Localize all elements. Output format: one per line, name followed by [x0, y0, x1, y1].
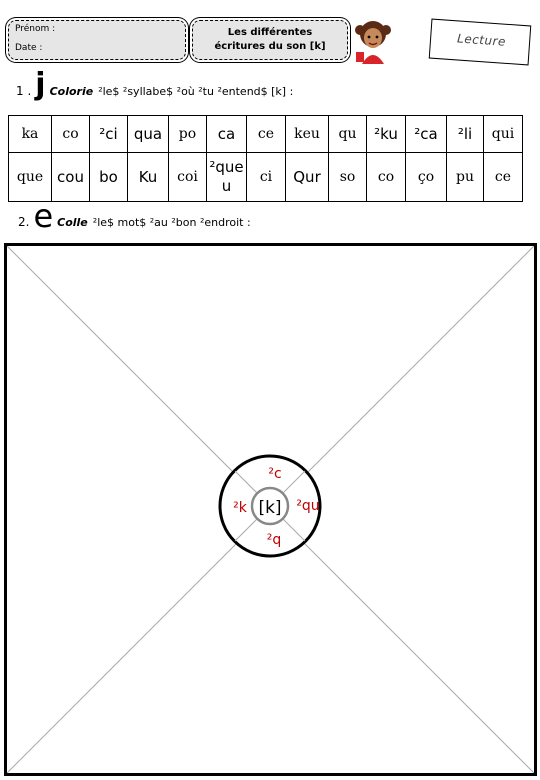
- spelling-label-left: ²k: [233, 500, 247, 516]
- question-1-icon: j: [35, 67, 46, 102]
- syllable-cell[interactable]: cou: [52, 153, 90, 202]
- name-date-box: [8, 20, 186, 60]
- question-2-instruction: ²le$ mot$ ²au ²bon ²endroit :: [92, 216, 251, 229]
- question-1: [16, 67, 294, 102]
- syllable-cell[interactable]: so: [329, 153, 367, 202]
- syllable-cell[interactable]: ci: [247, 153, 286, 202]
- syllable-cell[interactable]: ²que u: [207, 153, 247, 202]
- title-line-2: écritures du son [k]: [214, 41, 326, 52]
- syllable-table: [8, 115, 523, 202]
- syllable-cell[interactable]: co: [367, 153, 406, 202]
- lecture-badge: [429, 19, 532, 66]
- spelling-label-top: ²c: [268, 466, 282, 482]
- title-box: [192, 20, 348, 60]
- question-1-verb: Colorie: [49, 85, 94, 98]
- syllable-cell[interactable]: Ku: [128, 153, 169, 202]
- spelling-label-right: ²qu: [296, 498, 320, 514]
- sorting-board[interactable]: [4, 243, 537, 776]
- syllable-cell[interactable]: co: [52, 116, 90, 153]
- prenom-label: Prénom :: [15, 24, 56, 34]
- sorting-board-diagram: [7, 246, 534, 773]
- syllable-cell[interactable]: qui: [484, 116, 523, 153]
- center-sound-label: [k]: [258, 498, 282, 518]
- date-label: Date :: [15, 43, 43, 53]
- syllable-cell[interactable]: ²li: [447, 116, 484, 153]
- question-2: [18, 197, 251, 235]
- question-1-number: 1 .: [16, 84, 32, 98]
- syllable-cell[interactable]: ço: [406, 153, 447, 202]
- syllable-cell[interactable]: ka: [9, 116, 52, 153]
- syllable-cell[interactable]: coi: [169, 153, 207, 202]
- syllable-cell[interactable]: qua: [128, 116, 169, 153]
- syllable-cell[interactable]: po: [169, 116, 207, 153]
- question-2-verb: Colle: [57, 216, 88, 229]
- girl-illustration: [354, 20, 392, 64]
- syllable-cell[interactable]: Qur: [286, 153, 329, 202]
- syllable-cell[interactable]: ca: [207, 116, 247, 153]
- syllable-cell[interactable]: keu: [286, 116, 329, 153]
- question-1-instruction: ²le$ ²syllabe$ ²où ²tu ²entend$ [k] :: [98, 85, 294, 98]
- title-line-1: Les différentes: [227, 27, 313, 38]
- syllable-cell[interactable]: que: [9, 153, 52, 202]
- syllable-cell[interactable]: ²ca: [406, 116, 447, 153]
- syllable-cell[interactable]: bo: [90, 153, 128, 202]
- question-2-icon: e: [33, 197, 54, 235]
- syllable-cell[interactable]: pu: [447, 153, 484, 202]
- question-2-number: 2.: [18, 215, 30, 229]
- syllable-cell[interactable]: ²ci: [90, 116, 128, 153]
- spelling-label-bottom: ²q: [266, 532, 282, 548]
- syllable-cell[interactable]: ce: [484, 153, 523, 202]
- syllable-cell[interactable]: ²ku: [367, 116, 406, 153]
- syllable-cell[interactable]: qu: [329, 116, 367, 153]
- lecture-label: Lecture: [456, 31, 507, 49]
- syllable-cell[interactable]: ce: [247, 116, 286, 153]
